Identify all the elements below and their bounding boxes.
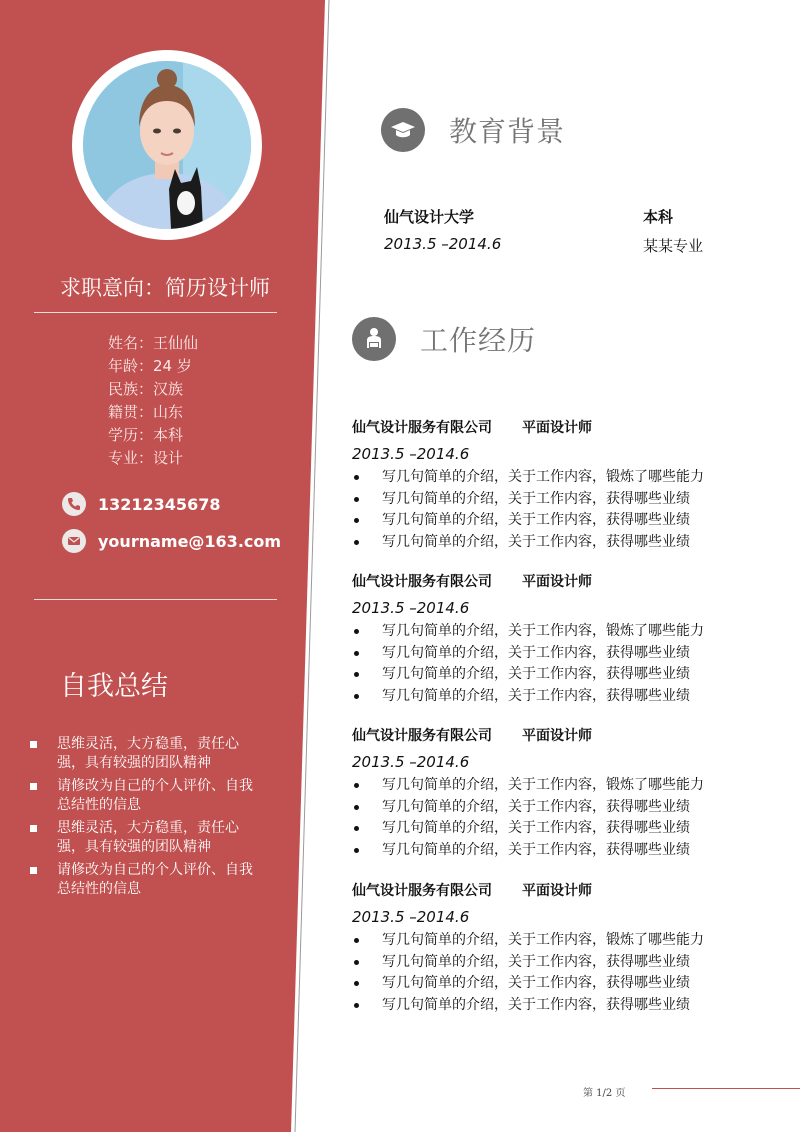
page-number: 第 1/2 页: [583, 1088, 626, 1099]
company-name: 仙气设计服务有限公司: [352, 574, 492, 590]
summary-title: 自我总结: [60, 671, 168, 702]
list-item: 写几句简单的介绍，关于工作内容，获得哪些业绩: [352, 686, 772, 708]
summary-item: 思维灵活，大方稳重，责任心强，具有较强的团队精神: [30, 735, 260, 773]
company-name: 仙气设计服务有限公司: [352, 883, 492, 899]
summary-item: 思维灵活，大方稳重，责任心强，具有较强的团队精神: [30, 819, 260, 857]
list-item: 写几句简单的介绍，关于工作内容，获得哪些业绩: [352, 532, 772, 554]
list-item: 写几句简单的介绍，关于工作内容，锻炼了哪些能力: [352, 621, 772, 643]
summary-list: [30, 735, 260, 903]
company-name: 仙气设计服务有限公司: [352, 728, 492, 744]
divider: [34, 599, 277, 600]
profile-photo: [83, 61, 251, 229]
job-objective: 求职意向：简历设计师: [60, 276, 270, 300]
info-major: 专业：设计: [108, 449, 184, 467]
worker-icon: [352, 317, 396, 361]
graduation-cap-icon: [381, 108, 425, 152]
job-entry: [352, 880, 772, 1016]
job-date: 2013.5 –2014.6: [352, 445, 470, 463]
envelope-icon: [62, 529, 86, 553]
list-item: 写几句简单的介绍，关于工作内容，锻炼了哪些能力: [352, 775, 772, 797]
info-education: 学历：本科: [108, 426, 184, 444]
school-name: 仙气设计大学: [384, 208, 475, 226]
email-address: yourname@163.com: [98, 531, 282, 551]
list-item: 写几句简单的介绍，关于工作内容，获得哪些业绩: [352, 952, 772, 974]
list-item: 写几句简单的介绍，关于工作内容，获得哪些业绩: [352, 643, 772, 665]
job-role: 平面设计师: [522, 883, 592, 899]
company-name: 仙气设计服务有限公司: [352, 420, 492, 436]
education-date: 2013.5 –2014.6: [384, 235, 502, 253]
info-hometown: 籍贯：山东: [108, 403, 184, 421]
info-ethnicity: 民族：汉族: [108, 380, 184, 398]
list-item: 写几句简单的介绍，关于工作内容，获得哪些业绩: [352, 973, 772, 995]
list-item: 写几句简单的介绍，关于工作内容，获得哪些业绩: [352, 995, 772, 1017]
list-item: 写几句简单的介绍，关于工作内容，获得哪些业绩: [352, 797, 772, 819]
phone-number: 13212345678: [98, 494, 221, 514]
job-role: 平面设计师: [522, 420, 592, 436]
job-entry: [352, 571, 772, 707]
footer-line: [652, 1088, 800, 1089]
personal-info: [108, 332, 198, 470]
education-title: 教育背景: [449, 115, 566, 148]
phone-icon: [62, 492, 86, 516]
email-contact: [62, 529, 281, 553]
info-age: 年龄：24 岁: [108, 357, 192, 375]
list-item: 写几句简单的介绍，关于工作内容，获得哪些业绩: [352, 664, 772, 686]
job-entry: [352, 725, 772, 861]
job-role: 平面设计师: [522, 728, 592, 744]
phone-contact: [62, 492, 220, 516]
list-item: 写几句简单的介绍，关于工作内容，获得哪些业绩: [352, 510, 772, 532]
summary-item: 请修改为自己的个人评价、自我总结性的信息: [30, 861, 260, 899]
work-title: 工作经历: [420, 324, 537, 357]
education-header: [381, 108, 565, 152]
job-entry: [352, 417, 772, 553]
list-item: 写几句简单的介绍，关于工作内容，锻炼了哪些能力: [352, 930, 772, 952]
work-header: [352, 317, 536, 361]
summary-item: 请修改为自己的个人评价、自我总结性的信息: [30, 777, 260, 815]
job-date: 2013.5 –2014.6: [352, 599, 470, 617]
job-role: 平面设计师: [522, 574, 592, 590]
divider: [34, 312, 277, 313]
degree: 本科: [643, 208, 674, 226]
job-date: 2013.5 –2014.6: [352, 753, 470, 771]
list-item: 写几句简单的介绍，关于工作内容，获得哪些业绩: [352, 840, 772, 862]
job-date: 2013.5 –2014.6: [352, 908, 470, 926]
list-item: 写几句简单的介绍，关于工作内容，锻炼了哪些能力: [352, 467, 772, 489]
list-item: 写几句简单的介绍，关于工作内容，获得哪些业绩: [352, 489, 772, 511]
info-name: 姓名：王仙仙: [108, 334, 199, 352]
major: 某某专业: [643, 237, 704, 255]
list-item: 写几句简单的介绍，关于工作内容，获得哪些业绩: [352, 818, 772, 840]
